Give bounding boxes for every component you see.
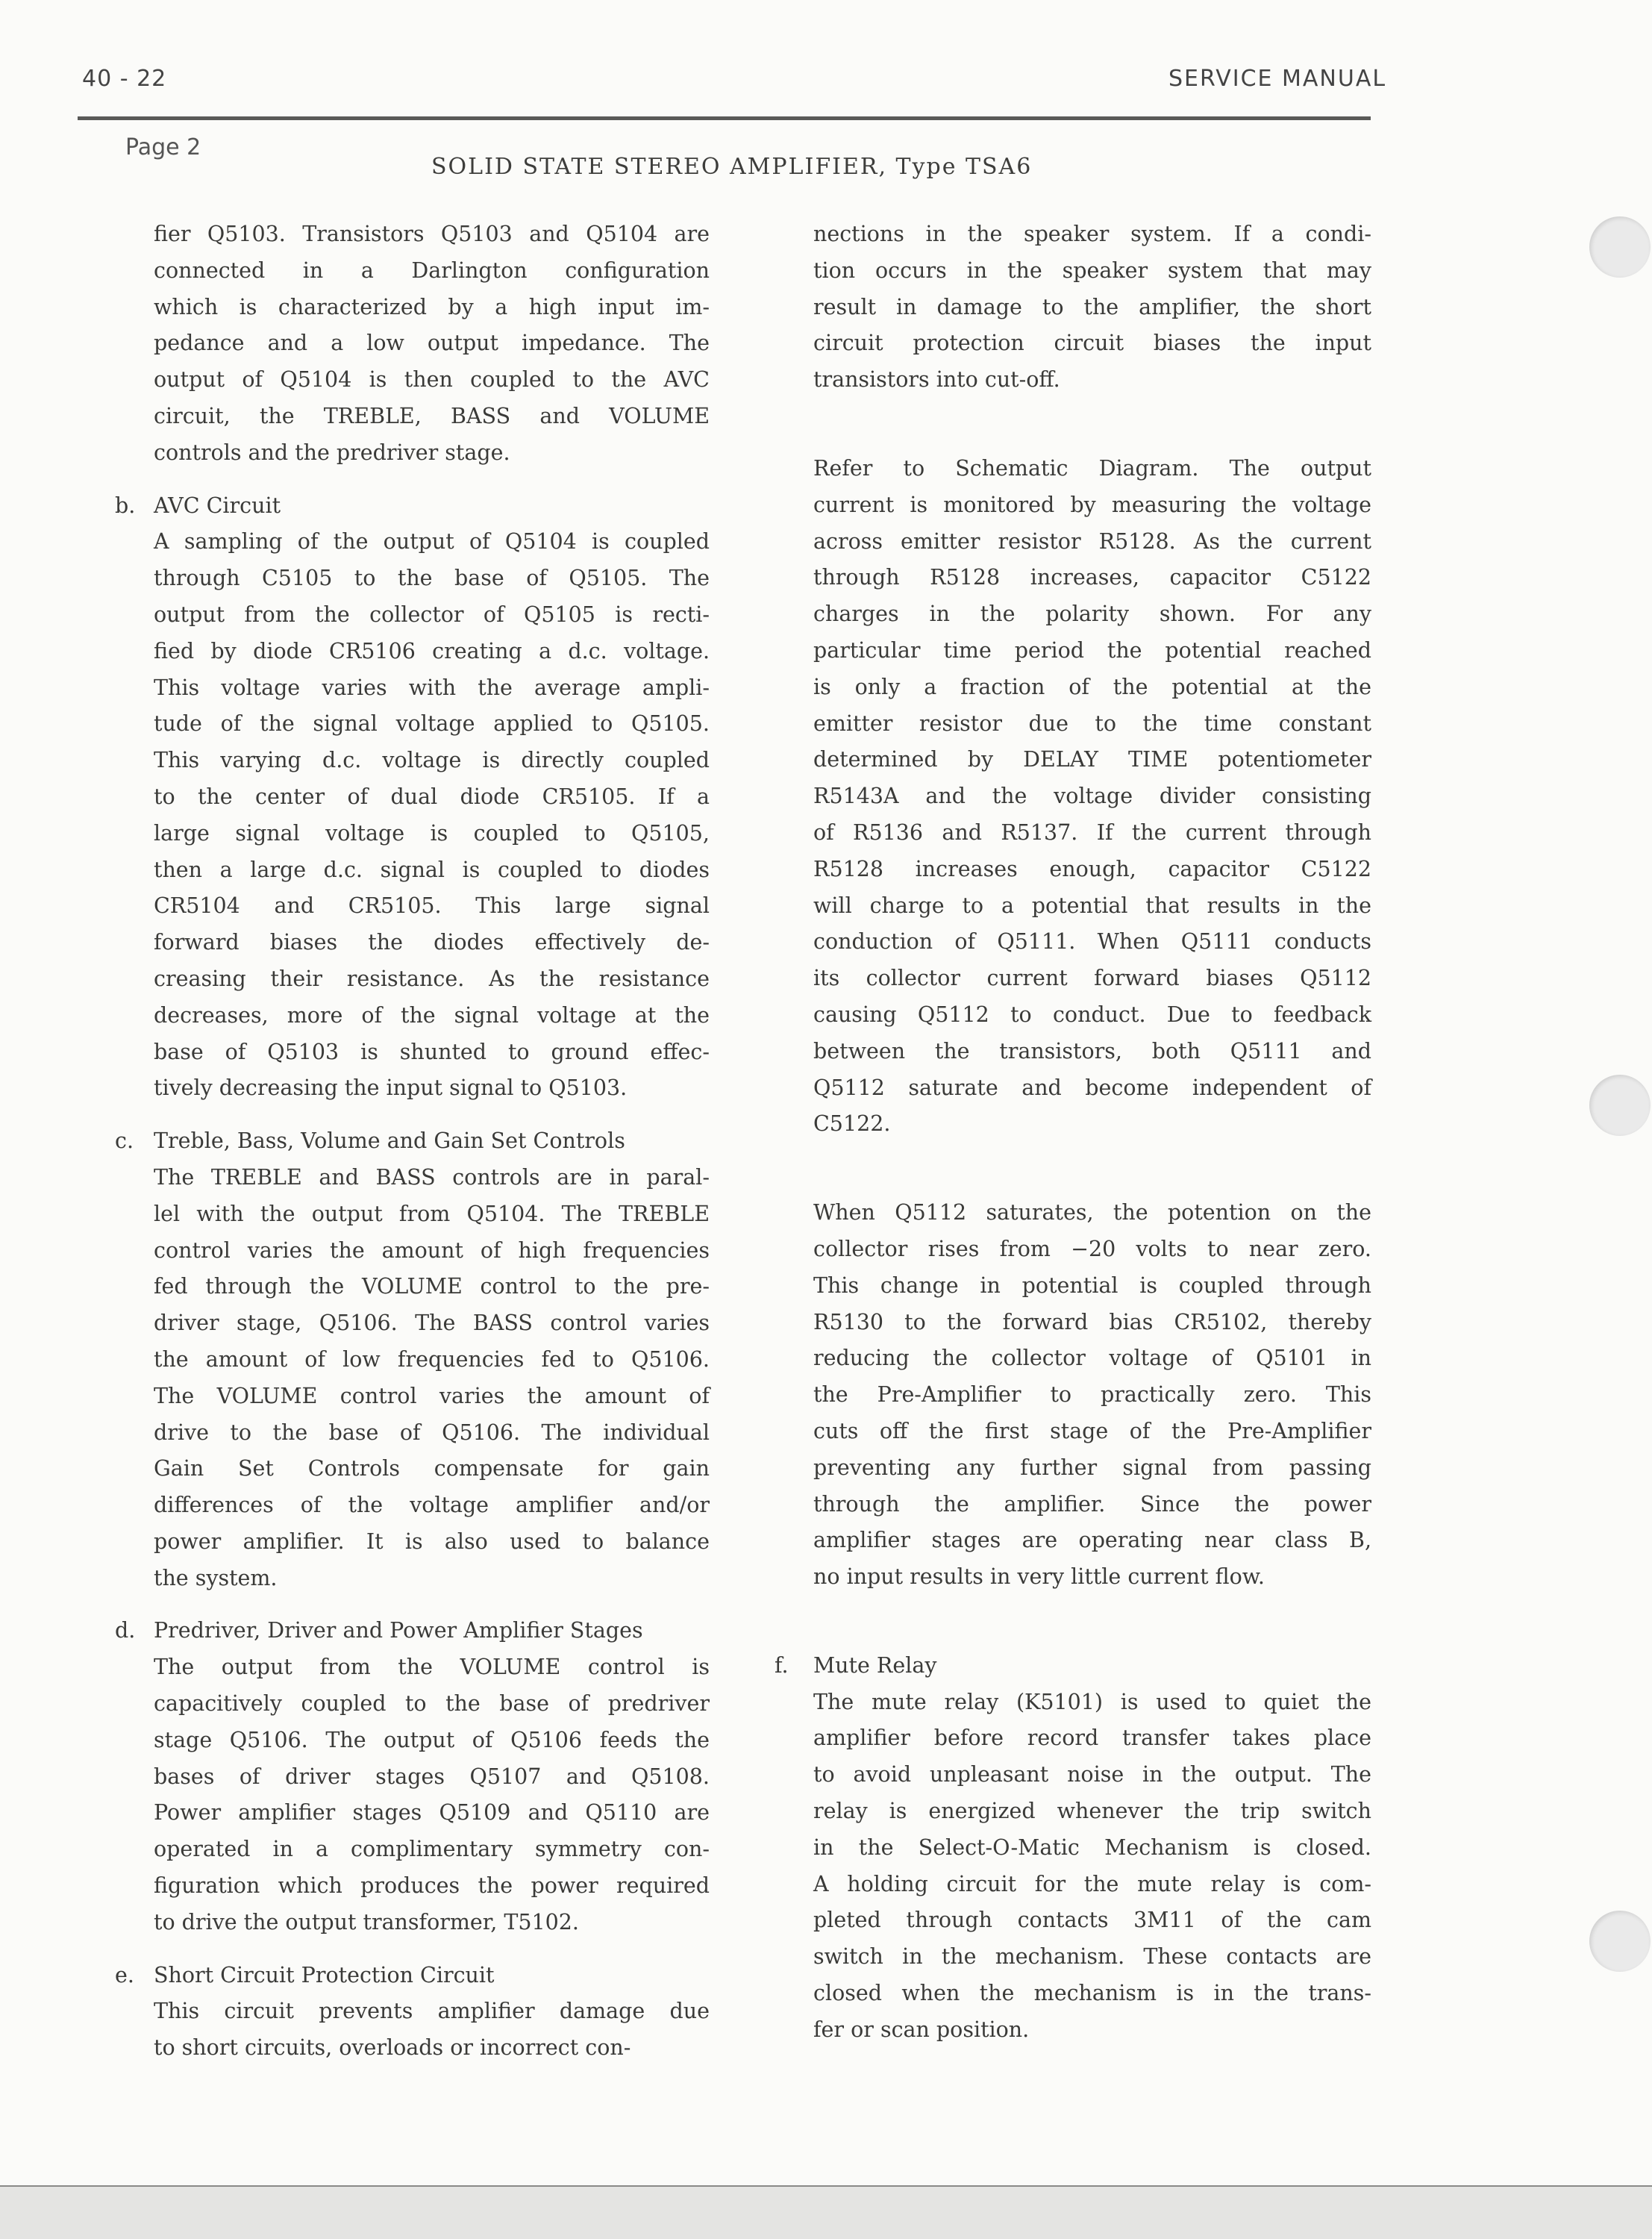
section-heading [115,1613,710,1649]
text-line: which is characterized by a high input im- [154,294,710,319]
text-line: tude of the signal voltage applied to Q5105. [154,711,710,737]
intro-paragraph [154,216,710,472]
text-line: then a large d.c. signal is coupled to diodes [154,857,710,882]
text-line: no input results in very little current flow. [813,1564,1265,1590]
text-line: Q5112 saturate and become independent of [813,1075,1371,1100]
text-line: stage Q5106. The output of Q5106 feeds the [154,1727,710,1752]
text-line: reducing the collector voltage of Q5101 in [813,1346,1371,1371]
section-body [154,1993,710,2067]
text-line: in the Select-O-Matic Mechanism is closed. [813,1834,1371,1860]
text-line: circuit protection circuit biases the input [813,331,1371,356]
text-line: result in damage to the amplifier, the short [813,294,1371,319]
text-line: large signal voltage is coupled to Q5105, [154,820,710,846]
text-line: is only a fraction of the potential at the [813,674,1371,699]
section-title: Predriver, Driver and Power Amplifier Stages [154,1618,643,1643]
scan-edge [0,2187,1652,2239]
text-line: This circuit prevents amplifier damage due [154,1999,710,2024]
section-heading [115,1958,710,1994]
text-line: driver stage, Q5106. The BASS control varies [154,1311,710,1336]
text-line: closed when the mechanism is in the trans- [813,1981,1371,2006]
text-line: its collector current forward biases Q5112 [813,966,1371,991]
text-line: the amount of low frequencies fed to Q5106. [154,1346,710,1372]
text-line: C5122. [813,1111,891,1137]
text-line: to avoid unpleasant noise in the output. The [813,1762,1371,1787]
section-heading [115,1123,710,1160]
section-letter: d. [115,1618,136,1643]
text-line: The output from the VOLUME control is [154,1655,710,1680]
text-line: collector rises from −20 volts to near zero. [813,1236,1371,1261]
text-line: Power amplifier stages Q5109 and Q5110 are [154,1800,710,1826]
section-heading [115,488,710,525]
section-title: Mute Relay [813,1652,937,1678]
text-line: circuit, the TREBLE, BASS and VOLUME [154,403,710,428]
text-line: operated in a complimentary symmetry con- [154,1837,710,1862]
text-line: CR5104 and CR5105. This large signal [154,893,710,919]
section-body [813,1684,1371,2049]
binder-hole-top [1589,216,1651,278]
text-line: When Q5112 saturates, the potention on the [813,1200,1371,1225]
text-line: across emitter resistor R5128. As the current [813,528,1371,554]
text-line: connected in a Darlington configuration [154,257,710,283]
section [115,1958,710,2067]
text-line: pedance and a low output impedance. The [154,331,710,356]
section-title: Treble, Bass, Volume and Gain Set Controls [154,1128,625,1154]
section-letter: e. [115,1962,134,1987]
section-title: Short Circuit Protection Circuit [154,1962,495,1987]
text-line: The VOLUME control varies the amount of [154,1383,710,1408]
text-line: cuts off the first stage of the Pre-Amplifier [813,1418,1371,1443]
text-line: emitter resistor due to the time constant [813,711,1371,736]
text-line: switch in the mechanism. These contacts are [813,1944,1371,1970]
text-line: R5143A and the voltage divider consisting [813,784,1371,809]
text-line: R5128 increases enough, capacitor C5122 [813,856,1371,881]
section-letter: f. [775,1652,789,1678]
left-sections [115,488,710,2067]
text-line: decreases, more of the signal voltage at the [154,1002,710,1028]
text-line: transistors into cut-off. [813,367,1060,393]
short-circuit-paragraph-continued [813,216,1371,399]
text-line: fer or scan position. [813,2017,1030,2042]
text-line: control varies the amount of high frequencies [154,1237,710,1263]
text-line: bases of driver stages Q5107 and Q5108. [154,1764,710,1789]
text-line: output of Q5104 is then coupled to the AVC [154,367,710,393]
text-line: fied by diode CR5106 creating a d.c. voltage. [154,638,710,663]
text-line: controls and the predriver stage. [154,440,510,465]
text-line: relay is energized whenever the trip switch [813,1799,1371,1824]
text-line: preventing any further signal from passing [813,1455,1371,1480]
section [115,1123,710,1596]
text-line: of R5136 and R5137. If the current through [813,819,1371,845]
text-line: differences of the voltage amplifier and/or [154,1493,710,1518]
text-line: to drive the output transformer, T5102. [154,1909,579,1934]
text-line: Gain Set Controls compensate for gain [154,1456,710,1481]
text-line: This voltage varies with the average ampli- [154,675,710,700]
text-line: Refer to Schematic Diagram. The output [813,455,1371,481]
section-title: AVC Circuit [154,493,281,518]
text-line: base of Q5103 is shunted to ground effec- [154,1039,710,1064]
text-line: conduction of Q5111. When Q5111 conducts [813,929,1371,955]
section [115,1613,710,1940]
header-rule [78,116,1371,120]
text-line: causing Q5112 to conduct. Due to feedback [813,1002,1371,1027]
text-line: particular time period the potential reached [813,637,1371,663]
text-line: through the amplifier. Since the power [813,1491,1371,1517]
text-line: tively decreasing the input signal to Q5103. [154,1075,628,1101]
text-line: between the transistors, both Q5111 and [813,1038,1371,1064]
text-line: to short circuits, overloads or incorrect con- [154,2035,631,2061]
left-column [115,216,710,2067]
text-line: This change in potential is coupled through [813,1272,1371,1298]
text-line: A sampling of the output of Q5104 is coupled [154,529,710,555]
text-line: amplifier before record transfer takes place [813,1726,1371,1751]
section-body [154,1649,710,1940]
text-line: lel with the output from Q5104. The TREBLE [154,1201,710,1226]
section-letter: c. [115,1128,134,1154]
binder-hole-bottom [1589,1911,1651,1972]
text-line: forward biases the diodes effectively de- [154,930,710,955]
mute-relay-section [775,1648,1371,2049]
section-heading [775,1648,1371,1684]
section-letter: b. [115,493,136,518]
text-line: fed through the VOLUME control to the pre- [154,1274,710,1299]
text-line: fier Q5103. Transistors Q5103 and Q5104 are [154,222,710,246]
text-line: charges in the polarity shown. For any [813,602,1371,627]
text-line: pleted through contacts 3M11 of the cam [813,1908,1371,1933]
text-line: amplifier stages are operating near class B, [813,1528,1371,1553]
text-line: A holding circuit for the mute relay is com- [813,1871,1371,1896]
section-body [154,1160,710,1597]
text-line: power amplifier. It is also used to balance [154,1528,710,1554]
text-line: to the center of dual diode CR5105. If a [154,784,710,809]
text-line: The mute relay (K5101) is used to quiet the [813,1689,1371,1714]
section [115,488,710,1108]
page-number: Page 2 [125,134,201,160]
text-line: The TREBLE and BASS controls are in paral- [154,1164,710,1190]
right-column [775,216,1371,2049]
text-line: creasing their resistance. As the resistance [154,966,710,991]
manual-title: SERVICE MANUAL [1168,66,1387,92]
text-line: current is monitored by measuring the voltage [813,492,1371,517]
text-line: capacitively coupled to the base of predriver [154,1691,710,1717]
text-line: This varying d.c. voltage is directly coupled [154,748,710,773]
text-line: R5130 to the forward bias CR5102, thereby [813,1309,1371,1334]
page-reference: 40 - 22 [82,66,167,92]
text-line: nections in the speaker system. If a condi- [813,222,1371,246]
text-line: figuration which produces the power required [154,1873,710,1899]
text-line: tion occurs in the speaker system that may [813,257,1371,283]
text-line: drive to the base of Q5106. The individual [154,1420,710,1445]
text-line: through R5128 increases, capacitor C5122 [813,565,1371,590]
schematic-paragraph [813,451,1371,1143]
text-line: the system. [154,1565,278,1590]
binder-hole-middle [1589,1075,1651,1136]
text-line: will charge to a potential that results in the [813,893,1371,918]
saturation-paragraph [813,1195,1371,1596]
text-line: output from the collector of Q5105 is recti- [154,602,710,627]
text-line: the Pre-Amplifier to practically zero. This [813,1382,1371,1408]
section-body [154,524,710,1107]
text-line: through C5105 to the base of Q5105. The [154,566,710,591]
text-line: determined by DELAY TIME potentiometer [813,747,1371,772]
document-title: SOLID STATE STEREO AMPLIFIER, Type TSA6 [431,154,1033,180]
